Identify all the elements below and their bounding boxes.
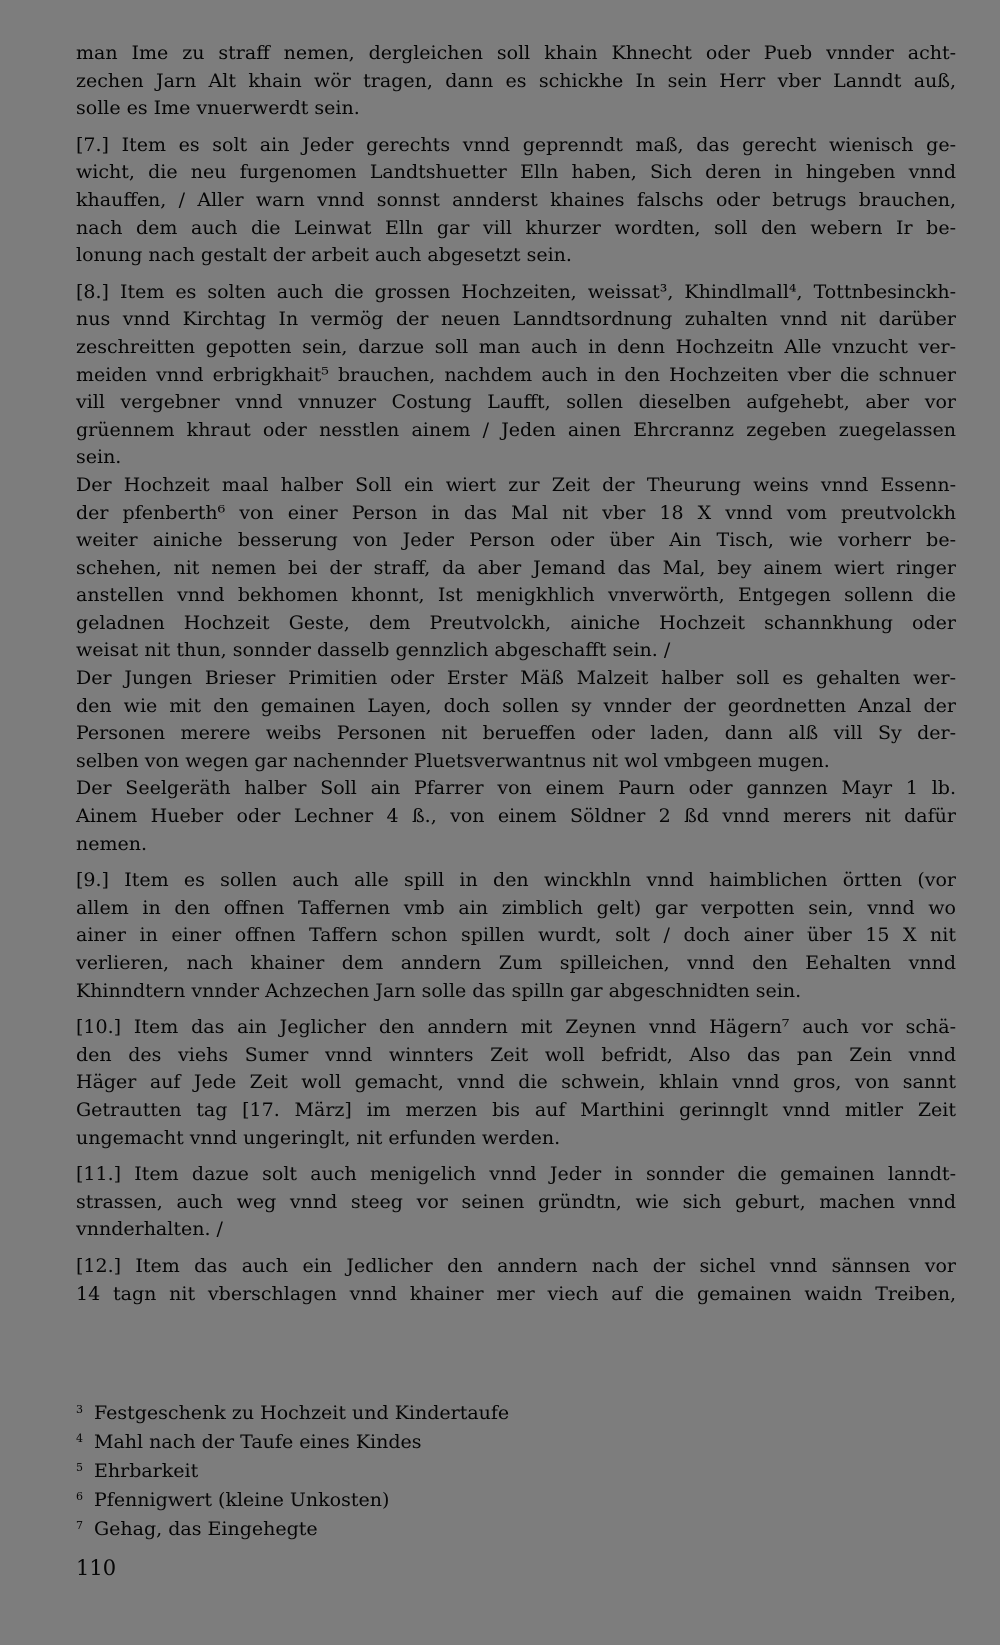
text-line: 14 tagn nit vberschlagen vnnd khainer mer viech auf die gemainen waidn Treiben,: [76, 1282, 956, 1305]
paragraph-continuation: [76, 40, 956, 123]
footnote-text: Festgeschenk zu Hochzeit und Kindertaufe: [94, 1402, 510, 1424]
text-line: [12.] Item das auch ein Jedlicher den anndern nach der sichel vnnd sännsen vor: [76, 1254, 956, 1277]
footnote-number: 7: [76, 1519, 83, 1532]
text-line: zechen Jarn Alt khain wör tragen, dann es schickhe In sein Herr vber Lanndt auß,: [76, 69, 956, 92]
paragraph-9: [76, 867, 956, 1005]
text-line: ungemacht vnnd ungeringlt, nit erfunden werden.: [76, 1126, 561, 1149]
text-line: verlieren, nach khainer dem anndern Zum spilleichen, vnnd den Eehalten vnnd: [76, 952, 956, 974]
text-line: Der Jungen Brieser Primitien oder Erster Mäß Malzeit halber soll es gehalten wer-: [76, 667, 956, 690]
text-line: Häger auf Jede Zeit woll gemacht, vnnd die schwein, khlain vnnd gros, von sannt: [76, 1071, 956, 1094]
footnote-number: 6: [76, 1490, 83, 1503]
page-number: 110: [76, 1556, 117, 1580]
text-line: [9.] Item es sollen auch alle spill in den winckhln vnnd haimblichen örtten (vor: [76, 869, 956, 892]
paragraph-11: [76, 1161, 956, 1244]
text-line: grüennem khraut oder nesstlen ainem / Jeden ainen Ehrcrannz zegeben zuegelassen: [76, 418, 956, 441]
text-line: solle es Ime vnuerwerdt sein.: [76, 97, 360, 120]
text-line: lonung nach gestalt der arbeit auch abgesetzt sein.: [76, 244, 572, 267]
text-line: Personen merere weibs Personen nit berueffen oder laden, dann alß vill Sy der-: [76, 722, 956, 745]
text-line: Der Hochzeit maal halber Soll ein wiert zur Zeit der Theurung weins vnnd Essenn-: [76, 473, 956, 496]
text-line: nus vnnd Kirchtag In vermög der neuen Lanndtsordnung zuhalten vnnd nit darüber: [76, 308, 956, 331]
footnote: [76, 1513, 776, 1542]
text-line: [7.] Item es solt ain Jeder gerechts vnnd geprenndt maß, das gerecht wienisch ge-: [76, 133, 956, 156]
text-line: der pfenberth⁶ von einer Person in das Mal nit vber 18 X vnnd vom preutvolckh: [76, 501, 956, 524]
text-line: [10.] Item das ain Jeglicher den anndern mit Zeynen vnnd Hägern⁷ auch vor schä-: [76, 1016, 956, 1039]
text-line: anstellen vnnd bekhomen khonnt, Ist menigkhlich vnverwörth, Entgegen sollenn die: [76, 584, 956, 607]
text-line: zeschreitten gepotten sein, darzue soll man auch in denn Hochzeitn Alle vnzucht ver-: [76, 335, 956, 358]
text-line: strassen, auch weg vnnd steeg vor seinen gründtn, wie sich geburt, machen vnnd: [76, 1190, 956, 1213]
footnote-text: Gehag, das Eingehegte: [94, 1518, 318, 1540]
text-line: nach dem auch die Leinwat Elln gar vill khurzer wordten, soll den webern Ir be-: [76, 216, 956, 239]
footnote-text: Mahl nach der Taufe eines Kindes: [94, 1431, 422, 1453]
footnote-text: Ehrbarkeit: [94, 1460, 199, 1482]
text-line: weiter ainiche besserung von Jeder Person oder über Ain Tisch, wie vorherr be-: [76, 529, 956, 552]
footnote-number: 3: [76, 1403, 83, 1416]
text-line: Getrautten tag [17. März] im merzen bis auf Marthini gerinnglt vnnd mitler Zeit: [76, 1098, 956, 1121]
text-line: man Ime zu straff nemen, dergleichen soll khain Khnecht oder Pueb vnnder acht-: [76, 42, 956, 64]
text-line: ainer in einer offnen Taffern schon spillen wurdt, solt / doch ainer über 15 X nit: [76, 924, 956, 947]
text-line: schehen, nit nemen bei der straff, da aber Jemand das Mal, bey ainem wiert ringer: [76, 556, 956, 579]
footnote-number: 4: [76, 1432, 83, 1445]
text-line: weisat nit thun, sonnder dasselb gennzlich abgeschafft sein. /: [76, 639, 671, 662]
paragraph-8: [76, 279, 956, 858]
footnote: [76, 1397, 776, 1426]
text-line: selben von wegen gar nachennder Pluetsverwantnus nit wol vmbgeen mugen.: [76, 749, 830, 772]
text-line: vnnderhalten. /: [76, 1218, 223, 1241]
paragraph-7: [76, 132, 956, 270]
footnote-number: 5: [76, 1461, 83, 1474]
text-line: allem in den offnen Taffernen vmb ain zimblich gelt) gar verpotten sein, vnnd wo: [76, 896, 956, 919]
body-text: [76, 40, 956, 1308]
text-line: [11.] Item dazue solt auch menigelich vnnd Jeder in sonnder die gemainen lanndt-: [76, 1163, 956, 1186]
text-line: Khinndtern vnnder Achzechen Jarn solle das spilln gar abgeschnidten sein.: [76, 979, 802, 1002]
paragraph-10: [76, 1014, 956, 1152]
text-line: vill vergebner vnnd vnnuzer Costung Laufft, sollen dieselben aufgehebt, aber vor: [76, 391, 956, 414]
text-line: wicht, die neu furgenomen Landtshuetter Elln haben, Sich deren in hingeben vnnd: [76, 161, 956, 184]
text-line: [8.] Item es solten auch die grossen Hochzeiten, weissat³, Khindlmall⁴, Tottnbesinckh-: [76, 280, 956, 303]
text-line: den wie mit den gemainen Layen, doch sollen sy vnnder der geordnetten Anzal der: [76, 694, 956, 717]
paragraph-12: [76, 1253, 956, 1308]
footnote: [76, 1455, 776, 1484]
text-line: sein.: [76, 446, 122, 469]
footnote: [76, 1426, 776, 1455]
footnote: [76, 1484, 776, 1513]
text-line: den des viehs Sumer vnnd winnters Zeit woll befridt, Also das pan Zein vnnd: [76, 1043, 956, 1066]
text-line: Ainem Hueber oder Lechner 4 ß., von einem Söldner 2 ßd vnnd merers nit dafür: [76, 805, 956, 828]
text-line: nemen.: [76, 832, 148, 855]
text-line: Der Seelgeräth halber Soll ain Pfarrer von einem Paurn oder gannzen Mayr 1 lb.: [76, 777, 956, 800]
footnote-text: Pfennigwert (kleine Unkosten): [94, 1489, 390, 1511]
text-line: meiden vnnd erbrigkhait⁵ brauchen, nachdem auch in den Hochzeiten vber die schnuer: [76, 363, 956, 386]
footnotes: [76, 1397, 776, 1542]
text-line: khauffen, / Aller warn vnnd sonnst annderst khaines falschs oder betrugs brauchen,: [76, 188, 956, 211]
text-line: geladnen Hochzeit Geste, dem Preutvolckh, ainiche Hochzeit schannkhung oder: [76, 611, 956, 634]
